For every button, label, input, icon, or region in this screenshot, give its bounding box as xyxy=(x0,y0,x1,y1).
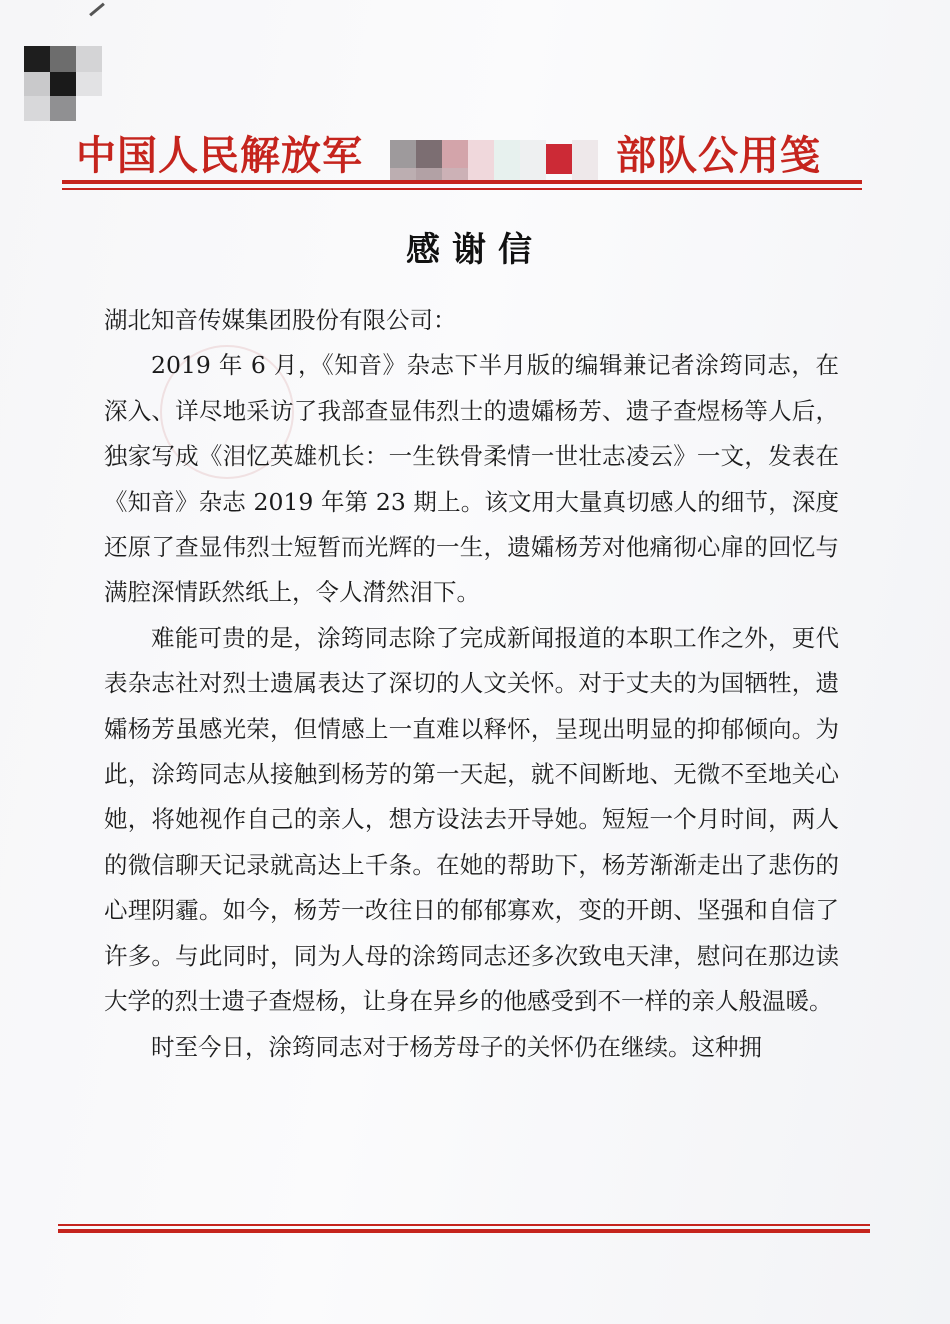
paragraph-3: 时至今日，涂筠同志对于杨芳母子的关怀仍在继续。这种拥 xyxy=(151,1032,762,1061)
header-rule-thin xyxy=(62,188,862,190)
footer-rule-thin xyxy=(58,1224,870,1226)
redacted-unit-name xyxy=(390,140,618,180)
letterhead xyxy=(70,128,860,188)
pen-mark xyxy=(89,3,105,17)
letter-body xyxy=(104,298,839,1070)
header-rule-thick xyxy=(62,180,862,184)
salutation: 湖北知音传媒集团股份有限公司： xyxy=(104,306,457,334)
letter-title: 感谢信 xyxy=(406,230,544,270)
redaction-mosaic-top xyxy=(24,46,104,121)
paragraph-1: 2019 年 6 月，《知音》杂志下半月版的编辑兼记者涂筠同志，在深入、详尽地采访了我部查显伟烈士的遗孀杨芳、遗子查煜杨等人后，独家写成《泪忆英雄机长：一生铁骨柔情一世壮志凌云》一文，发表在《知音》杂志 2019 年第 23 期上。该文用大量真切感人的细节，深度还原了查显伟烈士短暂而光辉的一生，遗孀杨芳对他痛彻心扉的回忆与满腔深情跃然纸上，令人潸然泪下。 xyxy=(104,351,839,607)
paragraph-2: 难能可贵的是，涂筠同志除了完成新闻报道的本职工作之外，更代表杂志社对烈士遗属表达了深切的人文关怀。对于丈夫的为国牺牲，遗孀杨芳虽感光荣，但情感上一直难以释怀，呈现出明显的抑郁倾向。为此，涂筠同志从接触到杨芳的第一天起，就不间断地、无微不至地关心她，将她视作自己的亲人，想方设法去开导她。短短一个月时间，两人的微信聊天记录就高达上千条。在她的帮助下，杨芳渐渐走出了悲伤的心理阴霾。如今，杨芳一改往日的郁郁寡欢，变的开朗、坚强和自信了许多。与此同时，同为人母的涂筠同志还多次致电天津，慰问在那边读大学的烈士遗子查煜杨，让身在异乡的他感受到不一样的亲人般温暖。 xyxy=(104,623,839,1016)
footer-rule-thick xyxy=(58,1229,870,1233)
letterhead-org-left: 中国人民解放军 xyxy=(76,132,363,179)
letterhead-org-right: 部队公用笺 xyxy=(616,132,821,179)
